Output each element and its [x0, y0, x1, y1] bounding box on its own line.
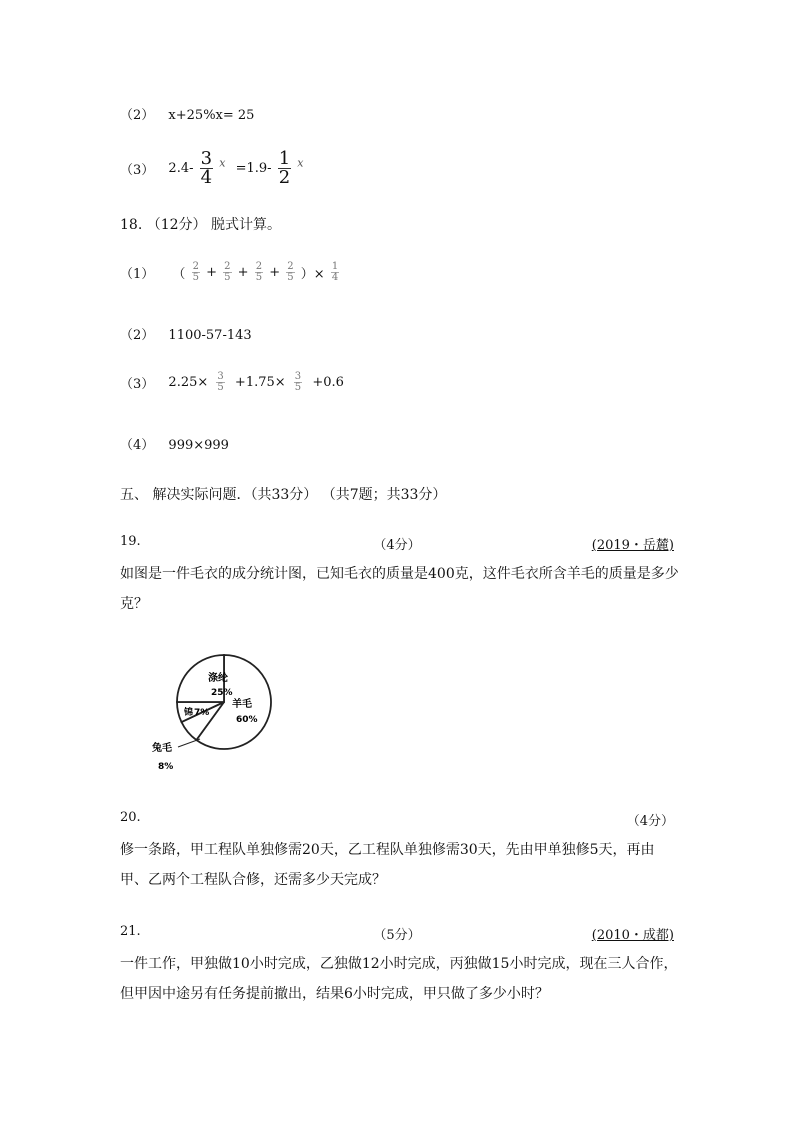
pie-label-polyester: 涤纶	[208, 673, 228, 684]
fraction-one-half	[278, 150, 291, 187]
question-21-text: 一件工作，甲独做10小时完成，乙独做12小时完成，丙独做15小时完成，现在三人合作，但甲因中途另有任务提前撤出，结果6小时完成，甲只做了多少小时？	[120, 956, 678, 1002]
variable-x: x	[219, 156, 226, 170]
calc-3	[120, 372, 344, 393]
numerator: 3	[200, 148, 213, 169]
fraction-two-fifths	[223, 262, 231, 283]
item-index: （2）	[120, 328, 155, 343]
equation-middle: =1.9-	[235, 161, 272, 176]
numerator: 1	[331, 261, 339, 272]
section-title: 五、 解决实际问题．（共33分） （共7题；共33分）	[120, 487, 447, 503]
item-index: （3）	[120, 377, 155, 392]
calc-part-a: 2.25×	[168, 375, 209, 390]
item-index: （3）	[120, 163, 155, 178]
denominator: 2	[278, 167, 291, 188]
plus-sign: +	[206, 265, 217, 280]
pie-label-rabbit: 兔毛	[152, 743, 172, 754]
denominator: 5	[287, 272, 294, 283]
item-index: （2）	[120, 108, 155, 123]
denominator: 4	[331, 272, 339, 283]
fraction-two-fifths	[286, 262, 294, 283]
pie-label-wool: 羊毛	[232, 699, 252, 710]
question-source: (2010・成都)	[591, 928, 674, 943]
question-19-text: 如图是一件毛衣的成分统计图，已知毛衣的质量是400克，这件毛衣所含羊毛的质量是多少克？	[120, 566, 679, 612]
denominator: 5	[192, 272, 199, 283]
numerator: 2	[255, 261, 263, 272]
numerator: 3	[294, 371, 302, 382]
question-score: （4分）	[626, 814, 674, 829]
pie-value-rabbit: 8%	[158, 762, 174, 772]
denominator: 5	[255, 272, 263, 283]
item-index: （4）	[120, 438, 155, 453]
calc-4	[120, 434, 229, 453]
pie-value-wool: 60%	[236, 715, 258, 725]
pie-chart	[148, 650, 288, 780]
variable-x: x	[297, 156, 304, 170]
pie-value-polyester: 25%	[211, 688, 233, 698]
pie-slices	[177, 655, 271, 749]
calc-text: 1100-57-143	[168, 328, 252, 343]
fraction-three-fifths	[294, 372, 302, 393]
question-number: 20.	[120, 810, 141, 825]
fraction-one-fourth	[331, 262, 339, 283]
denominator: 5	[224, 272, 231, 283]
numerator: 2	[224, 261, 231, 272]
question-20-text: 修一条路，甲工程队单独修需20天，乙工程队单独修需30天，先由甲单独修5天，再由甲、乙两个工程队合修，还需多少天完成？	[120, 842, 655, 888]
calc-part-c: +0.6	[312, 375, 344, 390]
numerator: 2	[192, 261, 199, 272]
question-score: （4分）	[373, 538, 421, 553]
fraction-three-fifths	[216, 372, 224, 393]
fraction-two-fifths	[192, 262, 200, 283]
equation-text: x+25%x= 25	[168, 108, 255, 123]
calc-2	[120, 324, 252, 343]
calc-part-b: +1.75×	[234, 375, 286, 390]
question-source: (2019・岳麓)	[591, 538, 674, 553]
rabbit-leader-line	[178, 739, 200, 747]
numerator: 1	[278, 148, 291, 169]
calc-text: 999×999	[168, 438, 229, 453]
fraction-three-fourths	[200, 150, 213, 187]
fraction-two-fifths	[255, 262, 263, 283]
equation-left: 2.4-	[168, 161, 194, 176]
pie-value-other: 7%	[194, 708, 210, 718]
calc-1	[120, 262, 341, 283]
plus-sign: +	[237, 265, 249, 280]
question-number: 19.	[120, 534, 141, 549]
question-score: （5分）	[373, 928, 421, 943]
close-paren-times: ）×	[300, 267, 325, 282]
numerator: 2	[287, 261, 294, 272]
item-index: （1）	[120, 267, 155, 282]
equation-3	[120, 150, 304, 187]
question-18-header: 18. （12分） 脱式计算。	[120, 217, 281, 233]
equation-2	[120, 104, 254, 123]
question-number: 21.	[120, 924, 141, 939]
denominator: 5	[294, 382, 302, 393]
open-paren: （	[172, 267, 186, 282]
pie-label-other: 锦	[184, 708, 194, 718]
plus-sign: +	[269, 265, 281, 280]
denominator: 4	[200, 167, 213, 188]
numerator: 3	[217, 371, 224, 382]
denominator: 5	[217, 382, 224, 393]
